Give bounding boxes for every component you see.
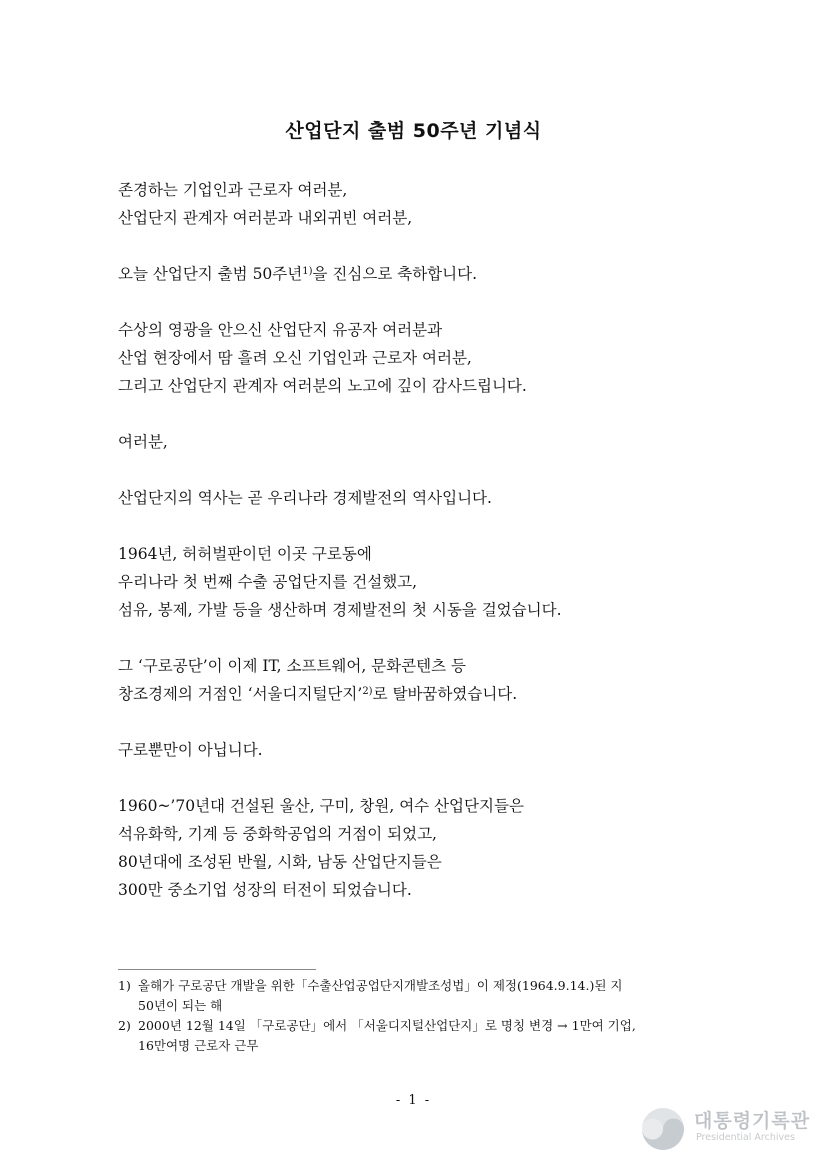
footnote-number: 2) — [118, 1018, 131, 1033]
text-line: 석유화학, 기계 등 중화학공업의 거점이 되었고, — [118, 825, 437, 843]
text-line: 산업 현장에서 땀 흘려 오신 기업인과 근로자 여러분, — [118, 349, 472, 367]
text-line: 1964년, 허허벌판이던 이곳 구로동에 — [118, 545, 372, 563]
footnote-ref: 1) — [302, 266, 313, 277]
footnote-first-line — [118, 1018, 636, 1033]
paragraph — [118, 428, 718, 456]
archive-subtitle: Presidential Archives — [696, 1132, 795, 1143]
text-line: 그 ‘구로공단’이 이제 IT, 소프트웨어, 문화콘텐츠 등 — [118, 657, 466, 675]
paragraph — [118, 736, 718, 764]
text-line: 구로뿐만이 아닙니다. — [118, 741, 263, 759]
footnotes — [118, 976, 738, 1056]
paragraph — [118, 540, 718, 624]
paragraph — [118, 652, 718, 708]
paragraph — [118, 176, 718, 232]
page-title: 산업단지 출범 50주년 기념식 — [285, 120, 542, 142]
paragraph — [118, 260, 718, 288]
page-number: - 1 - — [395, 1093, 432, 1108]
footnote-ref: 2) — [362, 686, 373, 697]
taegeuk-logo-icon — [640, 1106, 686, 1152]
paragraph — [118, 316, 718, 400]
footnote-item — [118, 976, 738, 1016]
text-line: 여러분, — [118, 433, 168, 451]
text-line: 우리나라 첫 번째 수출 공업단지를 건설했고, — [118, 573, 418, 591]
text-line: 80년대에 조성된 반월, 시화, 남동 산업단지들은 — [118, 853, 442, 871]
footnote-number: 1) — [118, 978, 131, 993]
footnote-divider — [118, 969, 316, 970]
footnote-continuation: 16만여명 근로자 근무 — [138, 1038, 259, 1053]
paragraph — [118, 792, 718, 904]
text-line: 존경하는 기업인과 근로자 여러분, — [118, 181, 348, 199]
archive-watermark — [640, 1104, 810, 1154]
archive-name: 대통령기록관 — [694, 1110, 811, 1132]
text-line: 수상의 영광을 안으신 산업단지 유공자 여러분과 — [118, 321, 443, 339]
text-line: 300만 중소기업 성장의 터전이 되었습니다. — [118, 881, 412, 899]
footnote-item — [118, 1016, 738, 1056]
text-line: 1960~’70년대 건설된 울산, 구미, 창원, 여수 산업단지들은 — [118, 797, 524, 815]
paragraph — [118, 484, 718, 512]
text-line: 산업단지의 역사는 곧 우리나라 경제발전의 역사입니다. — [118, 489, 492, 507]
footnote-text: 올해가 구로공단 개발을 위한「수출산업공업단지개발조성법」이 제정(1964.9.14.)된 지 — [138, 978, 623, 993]
speech-body — [118, 176, 718, 932]
text-line: 산업단지 관계자 여러분과 내외귀빈 여러분, — [118, 209, 413, 227]
footnote-continuation: 50년이 되는 해 — [138, 998, 223, 1013]
text-line: 그리고 산업단지 관계자 여러분의 노고에 깊이 감사드립니다. — [118, 377, 527, 395]
text-line: 섬유, 봉제, 가발 등을 생산하며 경제발전의 첫 시동을 걸었습니다. — [118, 601, 562, 619]
text-line-with-footnote-ref: 창조경제의 거점인 ‘서울디지털단지’$^{2)}$로 탈바꿈하였습니다. — [118, 685, 518, 703]
footnote-first-line — [118, 978, 622, 993]
text-line-with-footnote-ref: 오늘 산업단지 출범 50주년$^{1)}$을 진심으로 축하합니다. — [118, 265, 478, 283]
footnote-text: 2000년 12월 14일 「구로공단」에서 「서울디지털산업단지」로 명칭 변경 → 1만여 기업, — [138, 1018, 636, 1033]
